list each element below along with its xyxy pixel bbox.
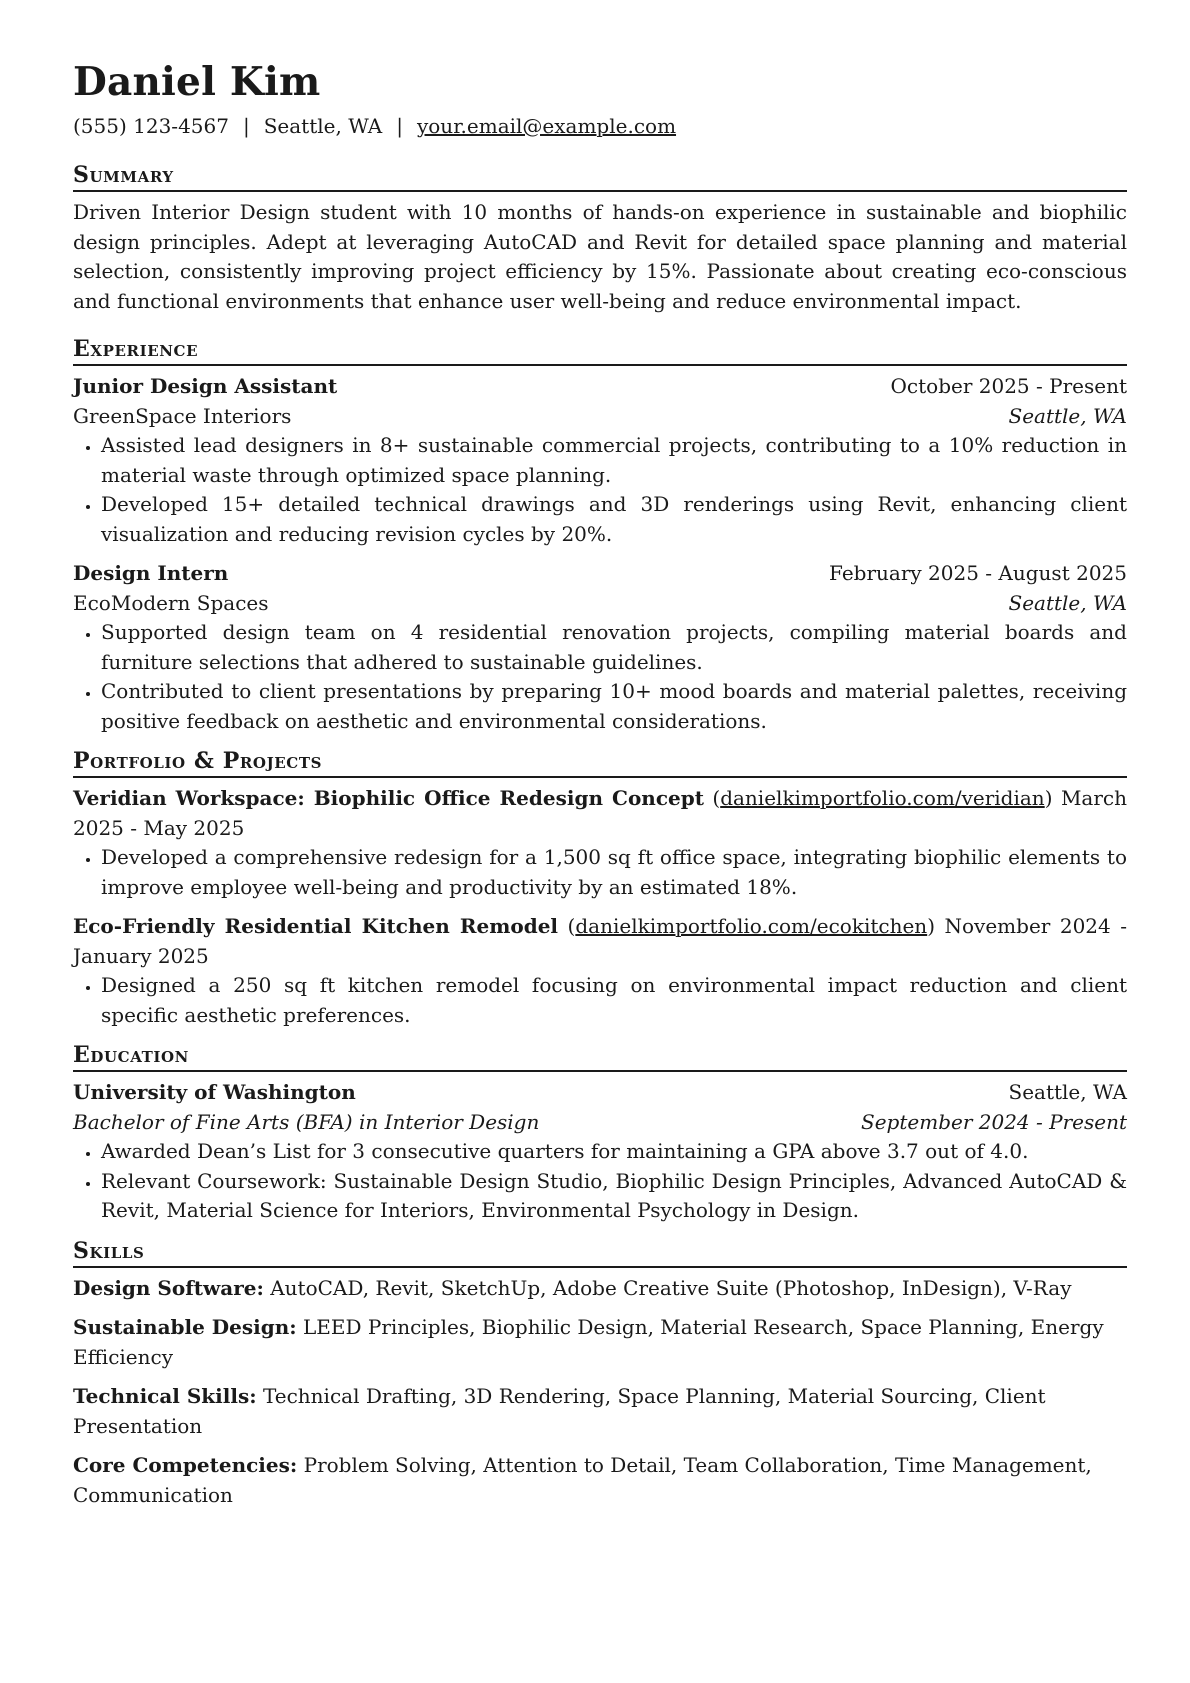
skill-line bbox=[73, 1313, 1127, 1372]
project-link[interactable]: danielkimportfolio.com/ecokitchen bbox=[575, 914, 928, 938]
skill-label: Design Software: bbox=[73, 1275, 264, 1300]
project-title: Eco-Friendly Residential Kitchen Remodel bbox=[73, 914, 559, 938]
experience-section bbox=[73, 334, 1127, 736]
company-name: EcoModern Spaces bbox=[73, 590, 269, 615]
bullet-item: • Awarded Dean’s List for 3 consecutive quarters for maintaining a GPA above 3.7 out of 4.0. bbox=[101, 1137, 1127, 1167]
email-link[interactable]: your.email@example.com bbox=[416, 114, 677, 138]
bullet-item: • Relevant Coursework: Sustainable Design Studio, Biophilic Design Principles, Advanced AutoCAD & Revit, Material Science for Interiors, Environmental Psychology in Design. bbox=[101, 1167, 1127, 1226]
job-dates: February 2025 - August 2025 bbox=[829, 561, 1127, 585]
company-name: GreenSpace Interiors bbox=[73, 403, 292, 428]
skill-value: AutoCAD, Revit, SketchUp, Adobe Creative Suite (Photoshop, InDesign), V-Ray bbox=[270, 1275, 1072, 1300]
job-location: Seattle, WA bbox=[1008, 590, 1127, 615]
skill-line bbox=[73, 1451, 1127, 1510]
bullet-list bbox=[73, 431, 1127, 549]
project-entry bbox=[73, 784, 1127, 902]
bullet-item: • Supported design team on 4 residential renovation projects, compiling material boards and furniture selections that adhered to sustainable guidelines. bbox=[101, 618, 1127, 677]
education-dates: September 2024 - Present bbox=[861, 1109, 1127, 1134]
phone-number: (555) 123-4567 bbox=[73, 114, 229, 138]
project-header: Veridian Workspace: Biophilic Office Redesign Concept (danielkimportfolio.com/veridian) March 2025 - May 2025 bbox=[73, 786, 1127, 840]
bullet-item: • Assisted lead designers in 8+ sustainable commercial projects, contributing to a 10% reduction in material waste through optimized space planning. bbox=[101, 431, 1127, 490]
bullet-list bbox=[73, 843, 1127, 902]
bullet-list bbox=[73, 618, 1127, 736]
skills-section bbox=[73, 1236, 1127, 1511]
skill-label: Core Competencies: bbox=[73, 1453, 298, 1477]
contact-line bbox=[73, 112, 1127, 140]
separator: | bbox=[242, 114, 250, 138]
skill-value: Problem Solving, Attention to Detail, Team Collaboration, Time Management, Communication bbox=[73, 1453, 1092, 1507]
bullet-item: • Developed a comprehensive redesign for a 1,500 sq ft office space, integrating biophilic elements to improve employee well-being and productivity by an estimated 18%. bbox=[101, 843, 1127, 902]
skill-label: Sustainable Design: bbox=[73, 1315, 297, 1339]
section-title-summary: Summary bbox=[73, 160, 1127, 192]
bullet-item: • Contributed to client presentations by preparing 10+ mood boards and material palettes, receiving positive feedback on aesthetic and environmental considerations. bbox=[101, 677, 1127, 736]
skill-line bbox=[73, 1382, 1127, 1441]
project-dates: March 2025 - May 2025 bbox=[73, 786, 1127, 840]
project-title: Veridian Workspace: Biophilic Office Redesign Concept bbox=[73, 786, 704, 810]
project-link[interactable]: danielkimportfolio.com/veridian bbox=[720, 786, 1045, 810]
summary-text: Driven Interior Design student with 10 months of hands-on experience in sustainable and biophilic design principles. Adept at leveraging AutoCAD and Revit for detailed space planning and material selection, consistently improving project efficiency by 15%. Passionate about creating eco-conscious and functional environments that enhance user well-being and reduce environmental impact. bbox=[73, 200, 1127, 313]
section-title-education: Education bbox=[73, 1040, 1127, 1072]
skill-value: LEED Principles, Biophilic Design, Material Research, Space Planning, Energy Efficiency bbox=[73, 1315, 1104, 1369]
job-location: Seattle, WA bbox=[1008, 403, 1127, 428]
section-title-skills: Skills bbox=[73, 1236, 1127, 1268]
projects-section bbox=[73, 746, 1127, 1030]
bullet-item: • Designed a 250 sq ft kitchen remodel focusing on environmental impact reduction and client specific aesthetic preferences. bbox=[101, 971, 1127, 1030]
degree: Bachelor of Fine Arts (BFA) in Interior Design bbox=[73, 1109, 540, 1134]
section-title-projects: Portfolio & Projects bbox=[73, 746, 1127, 778]
job-title: Junior Design Assistant bbox=[73, 374, 338, 398]
project-header: Eco-Friendly Residential Kitchen Remodel (danielkimportfolio.com/ecokitchen) November 2024 - January 2025 bbox=[73, 914, 1127, 968]
education-entry bbox=[73, 1078, 1127, 1226]
bullet-item: • Developed 15+ detailed technical drawings and 3D renderings using Revit, enhancing client visualization and reducing revision cycles by 20%. bbox=[101, 490, 1127, 549]
separator: | bbox=[396, 114, 403, 138]
school-location: Seattle, WA bbox=[1008, 1080, 1127, 1104]
bullet-list bbox=[73, 971, 1127, 1030]
experience-entry bbox=[73, 559, 1127, 736]
project-entry bbox=[73, 912, 1127, 1030]
location: Seattle, WA bbox=[263, 114, 383, 138]
section-title-experience: Experience bbox=[73, 334, 1127, 366]
education-section bbox=[73, 1040, 1127, 1226]
job-dates: October 2025 - Present bbox=[890, 374, 1127, 398]
skill-label: Technical Skills: bbox=[73, 1384, 257, 1408]
project-dates: November 2024 - January 2025 bbox=[73, 914, 1127, 968]
experience-entry bbox=[73, 372, 1127, 549]
school-name: University of Washington bbox=[73, 1080, 356, 1104]
candidate-name: Daniel Kim bbox=[73, 59, 321, 105]
skill-value: Technical Drafting, 3D Rendering, Space Planning, Material Sourcing, Client Presentation bbox=[73, 1384, 1046, 1438]
bullet-list bbox=[73, 1137, 1127, 1226]
skill-line bbox=[73, 1274, 1127, 1304]
summary-section bbox=[73, 160, 1127, 316]
resume-page bbox=[73, 58, 1127, 1520]
job-title: Design Intern bbox=[73, 561, 229, 585]
